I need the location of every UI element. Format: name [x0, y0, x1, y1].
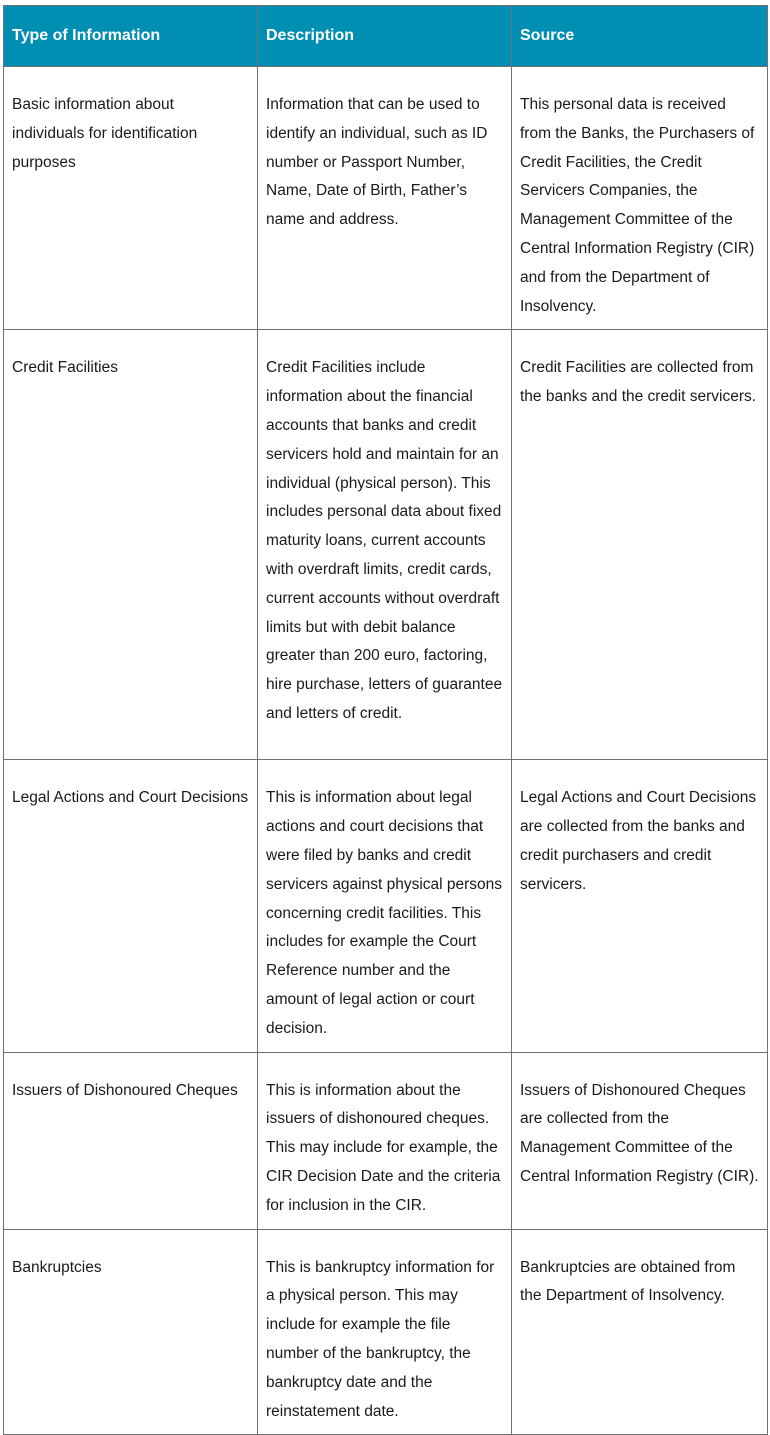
- description-cell: Credit Facilities include information about the financial accounts that banks and credit servicers hold and maintain for an individual (physical person). This includes personal data about fixed maturity loans, current accounts with overdraft limits, credit cards, current accounts without overdraft limits but with debit balance greater than 200 euro, factoring, hire purchase, letters of guarantee and letters of credit.: [258, 330, 512, 760]
- information-table-container: [3, 5, 768, 1435]
- description-cell: This is information about legal actions and court decisions that were filed by banks and credit servicers against physical persons concerning credit facilities. This includes for example the Court Reference number and the amount of legal action or court decision.: [258, 760, 512, 1052]
- table-row: [4, 1229, 768, 1435]
- table-row: [4, 67, 768, 330]
- table-header-row: [4, 6, 768, 67]
- header-source: Source: [512, 6, 768, 67]
- description-cell: Information that can be used to identify an individual, such as ID number or Passport Number, Name, Date of Birth, Father’s name and address.: [258, 67, 512, 330]
- type-cell: Bankruptcies: [4, 1229, 258, 1435]
- table-row: [4, 1052, 768, 1229]
- type-cell: Basic information about individuals for identification purposes: [4, 67, 258, 330]
- description-cell: This is information about the issuers of dishonoured cheques. This may include for example, the CIR Decision Date and the criteria for inclusion in the CIR.: [258, 1052, 512, 1229]
- type-cell: Credit Facilities: [4, 330, 258, 760]
- table-row: [4, 330, 768, 760]
- header-description: Description: [258, 6, 512, 67]
- source-cell: Legal Actions and Court Decisions are collected from the banks and credit purchasers and credit servicers.: [512, 760, 768, 1052]
- source-cell: Credit Facilities are collected from the banks and the credit servicers.: [512, 330, 768, 760]
- type-cell: Legal Actions and Court Decisions: [4, 760, 258, 1052]
- description-cell: This is bankruptcy information for a physical person. This may include for example the file number of the bankruptcy, the bankruptcy date and the reinstatement date.: [258, 1229, 512, 1435]
- source-cell: Issuers of Dishonoured Cheques are collected from the Management Committee of the Central Information Registry (CIR).: [512, 1052, 768, 1229]
- source-cell: Bankruptcies are obtained from the Department of Insolvency.: [512, 1229, 768, 1435]
- source-cell: This personal data is received from the Banks, the Purchasers of Credit Facilities, the Credit Servicers Companies, the Management Committee of the Central Information Registry (CIR) and from the Department of Insolvency.: [512, 67, 768, 330]
- type-cell: Issuers of Dishonoured Cheques: [4, 1052, 258, 1229]
- header-type-of-information: Type of Information: [4, 6, 258, 67]
- information-table: [3, 5, 768, 1435]
- table-row: [4, 760, 768, 1052]
